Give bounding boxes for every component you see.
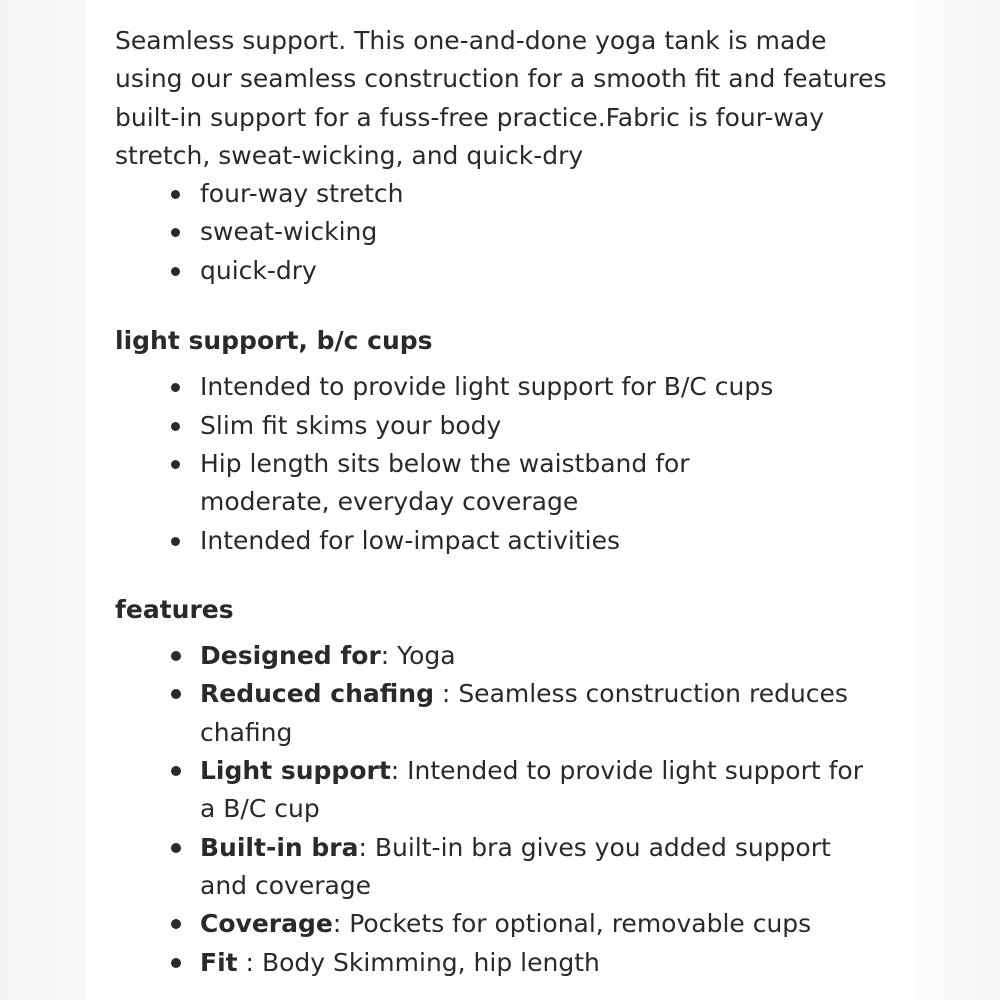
feature-item-light-support xyxy=(200,752,880,829)
features-heading: features xyxy=(115,594,234,624)
list-item: four-way stretch xyxy=(200,175,914,213)
feature-separator: : xyxy=(390,756,408,786)
feature-label: Designed for xyxy=(200,641,381,671)
support-list xyxy=(115,368,914,559)
feature-label: Reduced chafing xyxy=(200,679,434,709)
feature-text: Yoga xyxy=(397,641,456,671)
feature-text: Body Skimming, hip length xyxy=(261,947,600,977)
list-item: sweat-wicking xyxy=(200,213,914,251)
feature-item-designed-for xyxy=(200,637,880,675)
feature-text: Pockets for optional, removable cups xyxy=(349,909,812,939)
feature-separator: : xyxy=(332,909,350,939)
fabric-properties-list xyxy=(115,175,914,290)
feature-item-fit xyxy=(200,944,880,982)
list-item: quick-dry xyxy=(200,252,914,290)
feature-item-built-in-bra xyxy=(200,829,880,906)
left-margin-background xyxy=(0,0,86,1000)
feature-text: Intended to provide light support for a B/C cup xyxy=(200,756,864,824)
list-item: Hip length sits below the waistband for moderate, everyday coverage xyxy=(200,445,825,522)
feature-label: Fit xyxy=(200,947,238,977)
feature-separator: : xyxy=(237,947,262,977)
feature-label: Built-in bra xyxy=(200,832,359,862)
feature-separator: : xyxy=(380,641,398,671)
intro-paragraph: Seamless support. This one-and-done yoga tank is made using our seamless construction for a smooth fit and features built-in support for a fuss-free practice.Fabric is four-way stretch, sweat-wicking, and quick-dry xyxy=(115,26,887,170)
support-heading: light support, b/c cups xyxy=(115,326,433,356)
list-item: Intended for low-impact activities xyxy=(200,522,825,560)
feature-separator: : xyxy=(358,832,375,862)
feature-item-reduced-chafing xyxy=(200,675,880,752)
right-margin-background xyxy=(914,0,1000,1000)
feature-separator: : xyxy=(433,679,459,709)
feature-item-coverage xyxy=(200,905,880,943)
feature-text: Seamless construction reduces chafing xyxy=(200,679,848,747)
feature-label: Coverage xyxy=(200,909,333,939)
feature-text: Built-in bra gives you added support and coverage xyxy=(200,832,831,900)
features-list xyxy=(115,637,914,982)
list-item: Slim fit skims your body xyxy=(200,407,825,445)
feature-label: Light support xyxy=(200,756,391,786)
list-item: Intended to provide light support for B/C cups xyxy=(200,368,825,406)
product-description-card xyxy=(86,0,914,1000)
